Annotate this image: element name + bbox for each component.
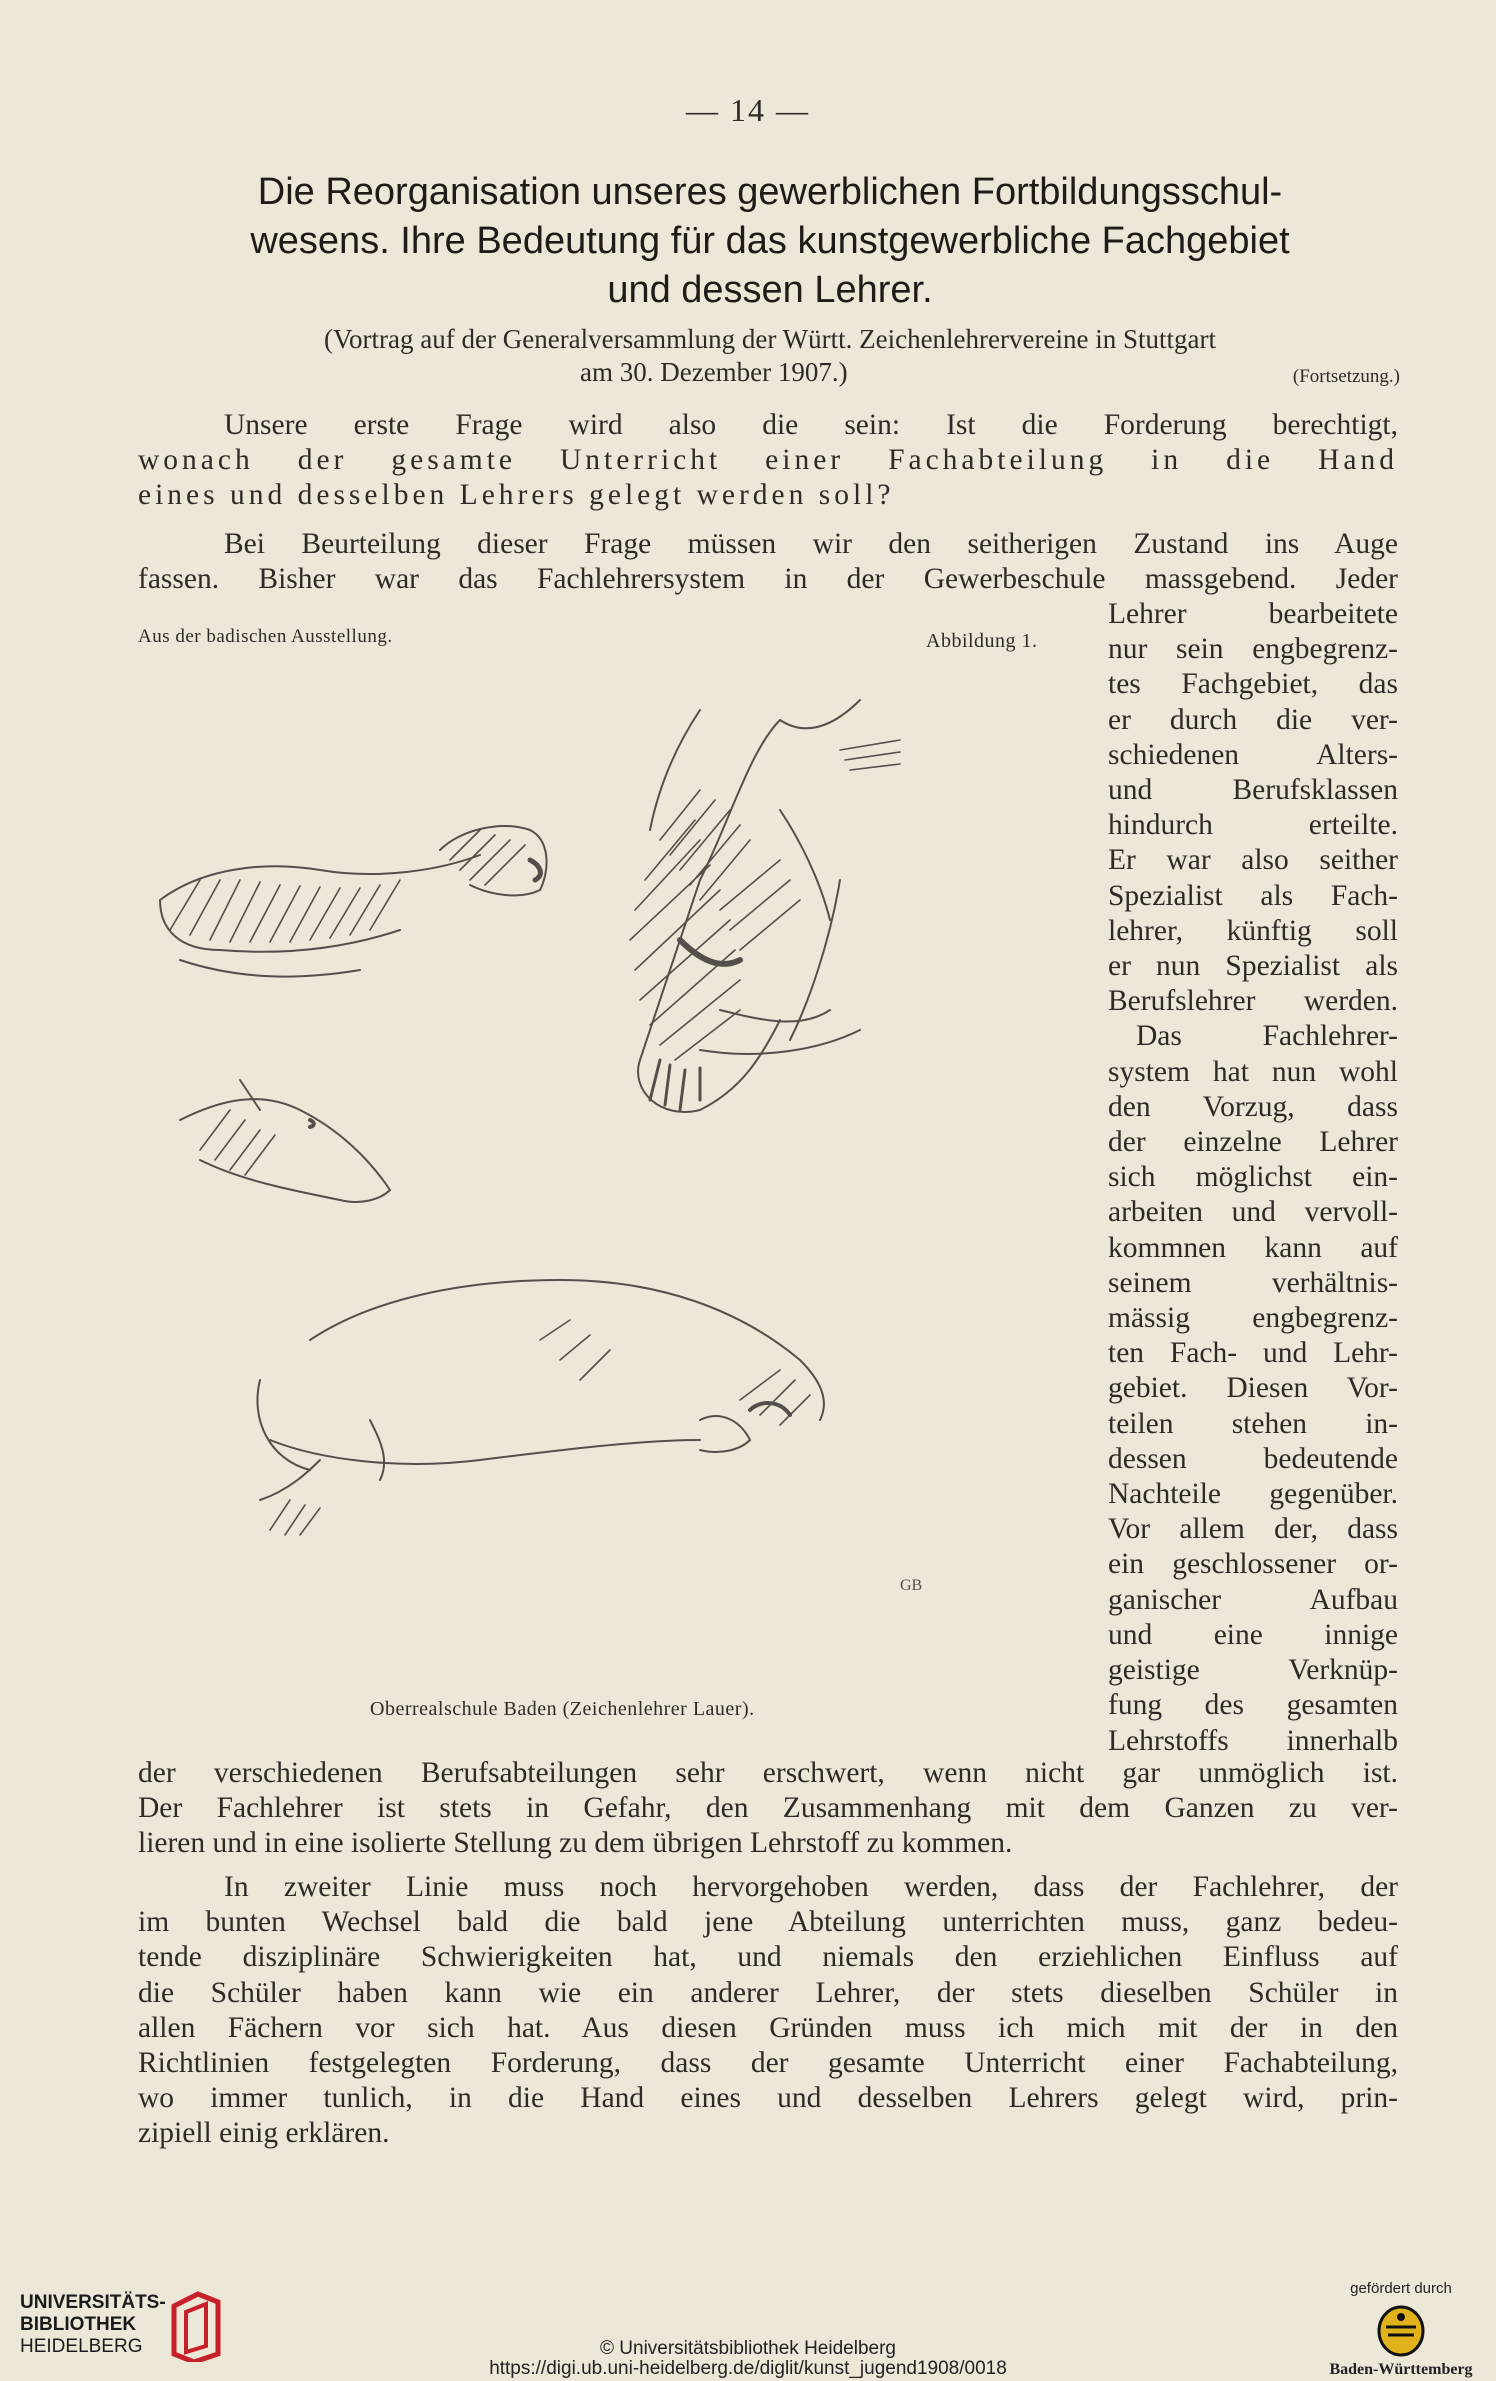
col-line-18: arbeiten und vervoll- (1108, 1196, 1398, 1229)
lying-animal-sketch (160, 826, 547, 976)
col-line-12: Berufslehrer werden. (1108, 985, 1398, 1018)
col-line-16: der einzelne Lehrer (1108, 1126, 1398, 1159)
para2-rest-line-1: der verschiedenen Berufsabteilungen sehr erschwert, wenn nicht gar unmöglich ist. (138, 1757, 1398, 1789)
continuation-note: (Fortsetzung.) (1292, 366, 1400, 387)
title-line-3: und dessen Lehrer. (607, 269, 933, 311)
intro-paragraph (138, 408, 1398, 514)
figure-credit-caption: Oberrealschule Baden (Zeichenlehrer Lauer). (370, 1698, 755, 1720)
copyright-notice: © Universitätsbibliothek Heidelberg (600, 2338, 896, 2359)
animal-sketch-illustration (140, 680, 1080, 1680)
col-line-11: er nun Spezialist als (1108, 950, 1398, 983)
col-line-13: Das Fachlehrer- (1136, 1020, 1398, 1053)
col-line-4: er durch die ver- (1108, 703, 1398, 736)
col-line-19: kommnen kann auf (1108, 1231, 1398, 1264)
col-line-31: geistige Verknüp- (1108, 1654, 1398, 1687)
col-line-10: lehrer, künftig soll (1108, 914, 1398, 947)
intro-line-1: Unsere erste Frage wird also die sein: Ist die Forderung berechtigt, (224, 409, 1398, 441)
para3-line-4: die Schüler haben kann wie ein anderer Lehrer, der stets dieselben Schüler in (138, 1976, 1398, 2009)
col-line-3: tes Fachgebiet, das (1108, 668, 1398, 701)
para2-line-1: Bei Beurteilung dieser Frage müssen wir den seitherigen Zustand ins Auge (224, 528, 1398, 560)
col-line-26: Nachteile gegenüber. (1108, 1478, 1398, 1511)
state-name: Baden-Württemberg (1329, 2361, 1473, 2378)
col-line-29: ganischer Aufbau (1108, 1583, 1398, 1616)
col-line-22: ten Fach- und Lehr- (1108, 1337, 1398, 1370)
col-line-21: mässig engbegrenz- (1108, 1302, 1398, 1335)
goat-head-sketch (630, 700, 900, 1112)
funded-by-label: gefördert durch (1350, 2280, 1452, 2297)
col-line-33: Lehrstoffs innerhalb (1108, 1724, 1398, 1757)
para3-line-8: zipiell einig erklären. (138, 2117, 390, 2150)
sponsor-logo[interactable] (1326, 2280, 1476, 2379)
col-line-28: ein geschlossener or- (1108, 1548, 1398, 1581)
para2-line-2: fassen. Bisher war das Fachlehrersystem in der Gewerbeschule massgebend. Jeder (138, 563, 1398, 596)
library-name-line-1: UNIVERSITÄTS- (20, 2292, 166, 2313)
para2-rest-line-3: lieren und in eine isolierte Stellung zu dem übrigen Lehrstoff zu kommen. (138, 1827, 1013, 1860)
para3-line-5: allen Fächern vor sich hat. Aus diesen Gründen muss ich mich mit der in den (138, 2011, 1398, 2044)
library-name-line-2: BIBLIOTHEK (20, 2314, 137, 2335)
paragraph-2-start (138, 527, 1398, 597)
title-line-1: Die Reorganisation unseres gewerblichen Fortbildungsschul- (257, 171, 1283, 213)
para3-line-3: tende disziplinäre Schwierigkeiten hat, und niemals den erziehlichen Einfluss auf (138, 1941, 1398, 1974)
col-line-25: dessen bedeutende (1108, 1442, 1398, 1475)
col-line-17: sich möglichst ein- (1108, 1161, 1398, 1194)
col-line-8: Er war also seither (1108, 844, 1398, 877)
library-name-line-3: HEIDELBERG (20, 2336, 143, 2357)
para3-line-6: Richtlinien festgelegten Forderung, dass der gesamte Unterricht einer Fachabteilung, (138, 2047, 1398, 2080)
col-line-1: Lehrer bearbeitete (1108, 598, 1398, 630)
source-url-link[interactable]: https://digi.ub.uni-heidelberg.de/diglit/kunst_jugend1908/0018 (489, 2358, 1007, 2379)
sleeping-animal-sketch (257, 1280, 823, 1535)
article-subtitle (140, 322, 1400, 357)
col-line-5: schiedenen Alters- (1108, 738, 1398, 771)
col-line-7: hindurch erteilte. (1108, 809, 1398, 842)
col-line-23: gebiet. Diesen Vor- (1108, 1372, 1398, 1405)
col-line-6: und Berufsklassen (1108, 774, 1398, 807)
col-line-27: Vor allem der, dass (1108, 1513, 1398, 1546)
col-line-9: Spezialist als Fach- (1108, 879, 1398, 912)
col-line-14: system hat nun wohl (1108, 1055, 1398, 1088)
col-line-20: seinem verhältnis- (1108, 1266, 1398, 1299)
paragraph-3 (138, 1870, 1398, 2152)
para3-line-2: im bunten Wechsel bald die bald jene Abteilung unterrichten muss, ganz bedeu- (138, 1906, 1398, 1939)
small-head-sketch (180, 1080, 390, 1202)
figure-source-caption: Aus der badischen Ausstellung. (138, 626, 393, 647)
column-text (1108, 597, 1398, 1759)
subtitle-line-2: am 30. Dezember 1907.) (580, 357, 848, 387)
col-line-15: den Vorzug, dass (1108, 1090, 1398, 1123)
intro-line-3: eines und desselben Lehrers gelegt werden soll? (138, 479, 895, 512)
coat-of-arms-icon (1376, 2303, 1426, 2359)
title-line-2: wesens. Ihre Bedeutung für das kunstgewerbliche Fachgebiet (250, 220, 1290, 262)
para3-line-7: wo immer tunlich, in die Hand eines und desselben Lehrers gelegt wird, prin- (138, 2082, 1398, 2115)
para2-rest-line-2: Der Fachlehrer ist stets in Gefahr, den Zusammenhang mit dem Ganzen zu ver- (138, 1792, 1398, 1825)
page-number: — 14 — (686, 92, 810, 128)
artist-monogram: GB (900, 1577, 923, 1594)
subtitle-line-1: (Vortrag auf der Generalversammlung der Württ. Zeichenlehrervereine in Stuttgart (324, 324, 1216, 354)
col-line-24: teilen stehen in- (1108, 1407, 1398, 1440)
article-title (140, 168, 1400, 315)
col-line-2: nur sein engbegrenz- (1108, 633, 1398, 666)
intro-line-2: wonach der gesamte Unterricht einer Fachabteilung in die Hand (138, 444, 1398, 477)
paragraph-2-end (138, 1756, 1398, 1862)
para3-line-1: In zweiter Linie muss noch hervorgehoben werden, dass der Fachlehrer, der (224, 1871, 1398, 1903)
figure-number-caption: Abbildung 1. (926, 630, 1038, 652)
col-line-30: und eine innige (1108, 1618, 1398, 1651)
col-line-32: fung des gesamten (1108, 1689, 1398, 1722)
